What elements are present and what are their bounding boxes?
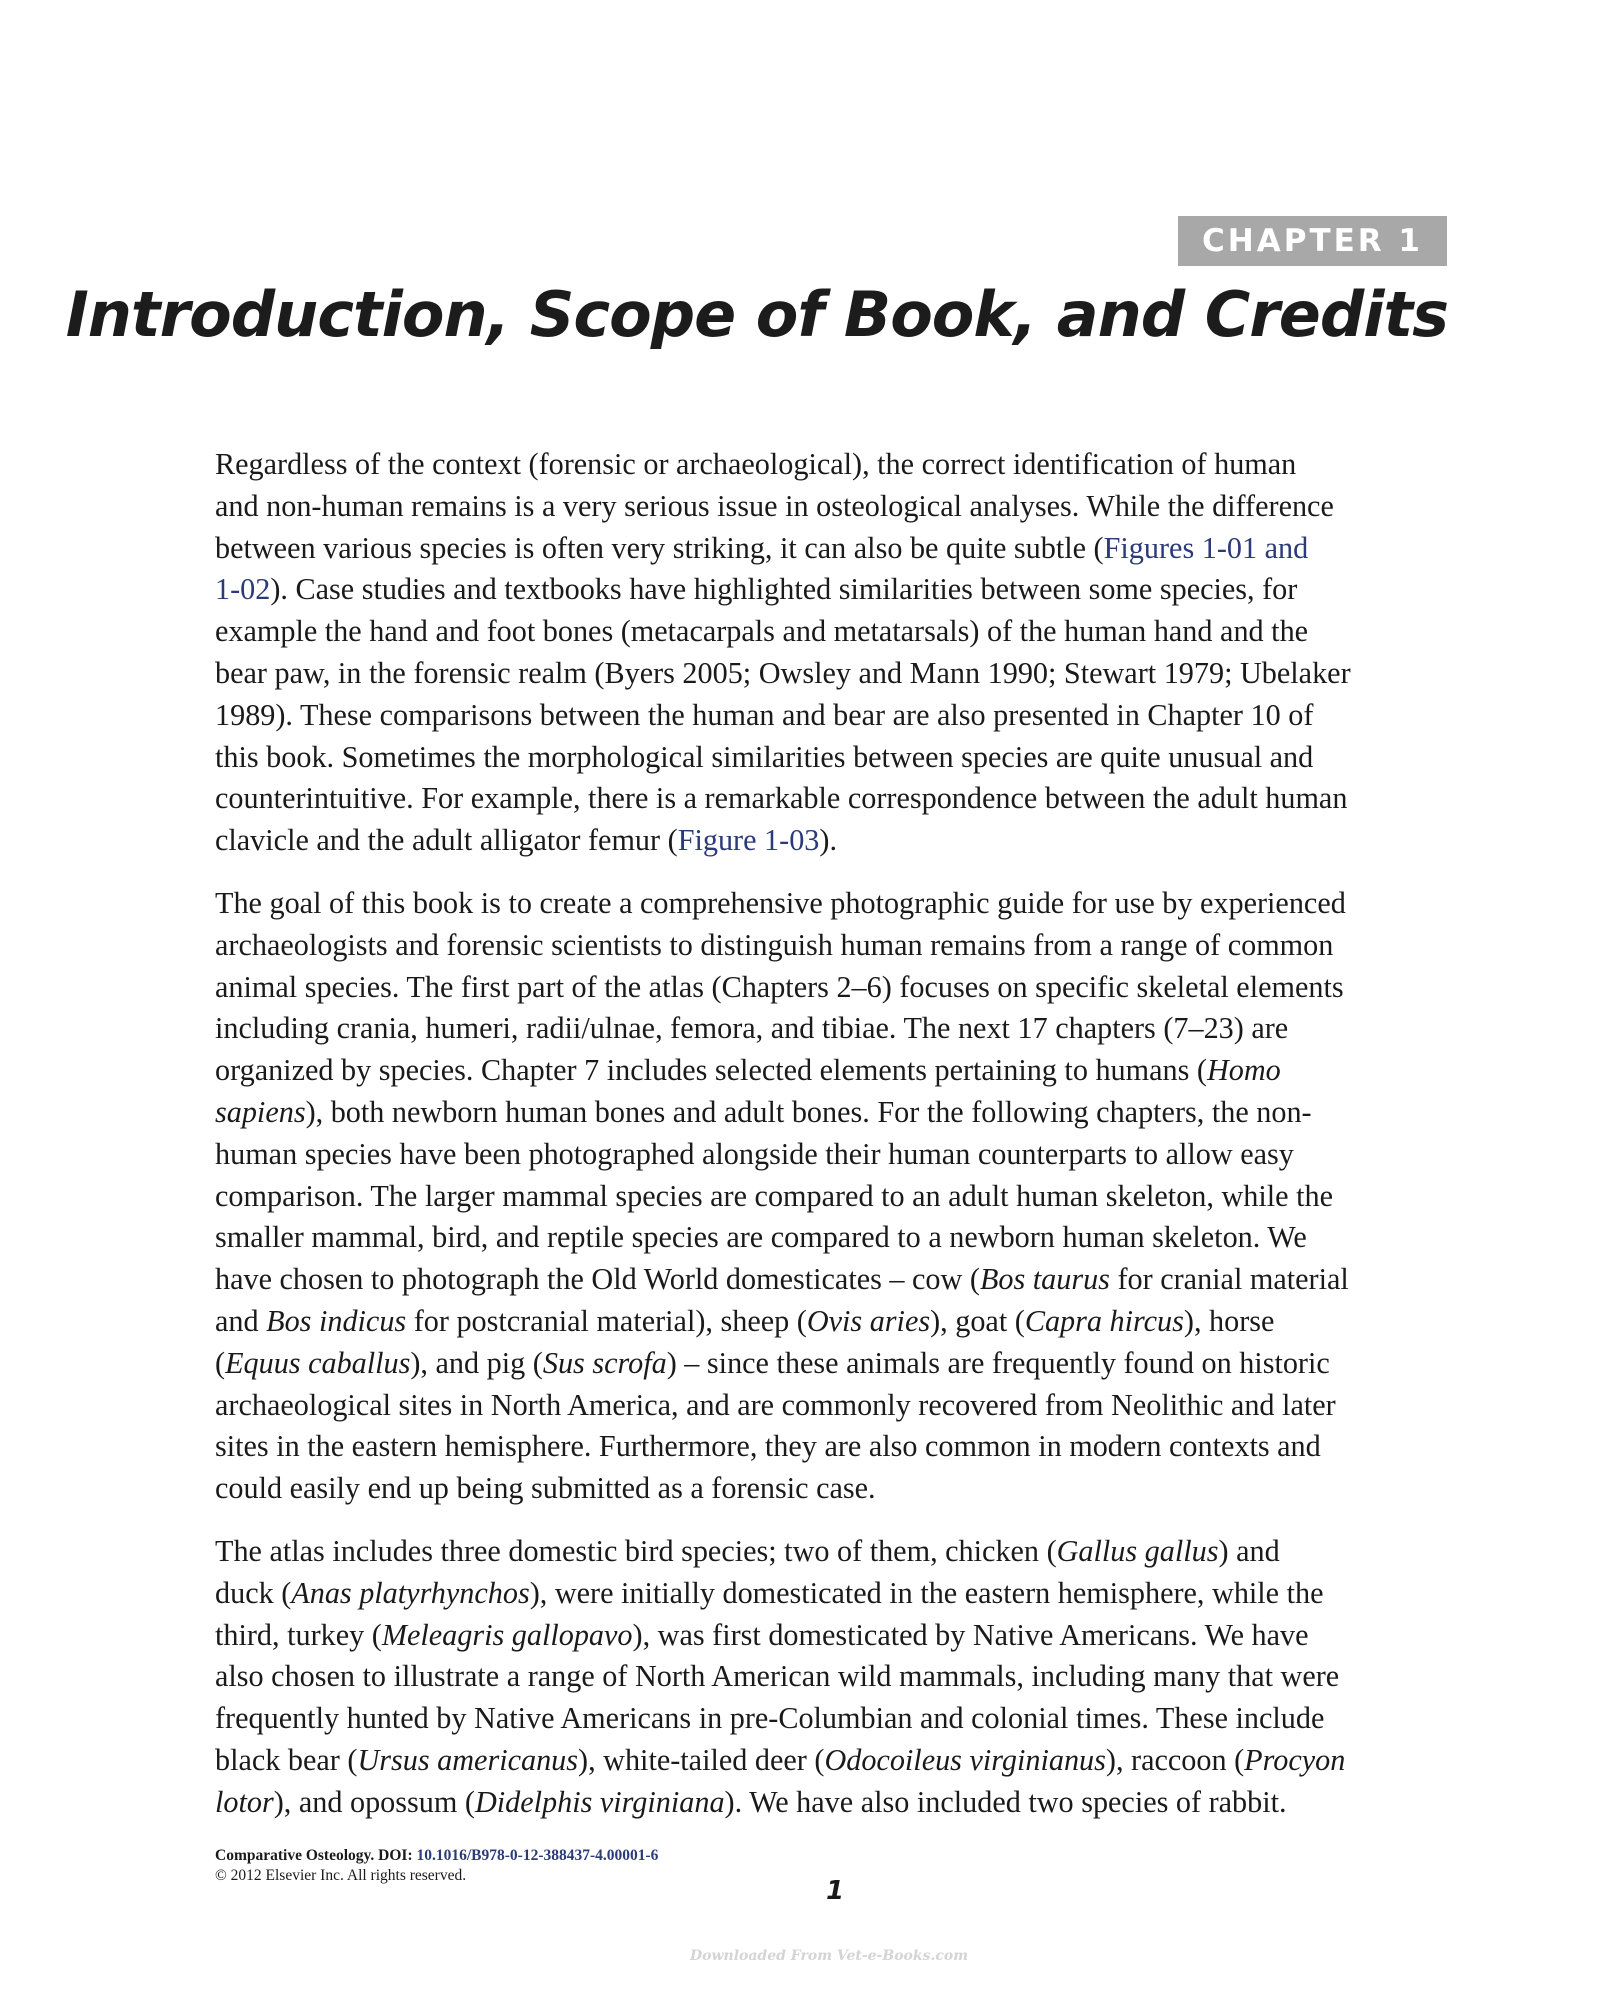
text-line — [215, 1259, 1455, 1301]
text-run: and — [215, 1303, 267, 1338]
text-run: ) – since these animals are frequently found on historic — [666, 1345, 1330, 1380]
chapter-label: CHAPTER 1 — [1178, 216, 1447, 266]
text-line: frequently hunted by Native Americans in pre-Columbian and colonial times. These include — [215, 1701, 1325, 1736]
text-line — [215, 528, 1455, 570]
text-line — [215, 1573, 1455, 1615]
doi-label: Comparative Osteology. DOI: — [215, 1847, 417, 1864]
species-name: Capra hircus — [1024, 1303, 1184, 1338]
text-line: comparison. The larger mammal species are compared to an adult human skeleton, while the — [215, 1178, 1333, 1213]
text-run: ). We have also included two species of rabbit. — [724, 1784, 1287, 1819]
text-line — [215, 1092, 1455, 1134]
text-run: ). — [819, 823, 837, 858]
text-run: for cranial material — [1109, 1262, 1349, 1297]
species-name: Equus caballus — [225, 1345, 411, 1380]
text-line: bear paw, in the forensic realm (Byers 2005; Owsley and Mann 1990; Stewart 1979; Ubelaker — [215, 655, 1351, 690]
text-line — [215, 1740, 1455, 1782]
species-name: Procyon — [1244, 1742, 1346, 1777]
species-name: Meleagris gallopavo — [381, 1617, 633, 1652]
text-run: ), and pig ( — [410, 1345, 543, 1380]
text-run: ), goat ( — [930, 1303, 1025, 1338]
paragraph-3 — [215, 1531, 1455, 1824]
text-run: ). Case studies and textbooks have highlighted similarities between some species, for — [270, 572, 1298, 607]
species-name: Anas platyrhynchos — [291, 1575, 530, 1610]
figure-link-1-01[interactable]: Figures 1-01 and — [1103, 530, 1309, 565]
text-run: between various species is often very striking, it can also be quite subtle ( — [215, 530, 1104, 565]
paragraph-1 — [215, 444, 1455, 862]
species-name: Odocoileus virginianus — [824, 1742, 1106, 1777]
text-line — [215, 1050, 1455, 1092]
text-line: including crania, humeri, radii/ulnae, femora, and tibiae. The next 17 chapters (7–23) are — [215, 1011, 1289, 1046]
text-run: black bear ( — [215, 1742, 358, 1777]
species-name: Ovis aries — [806, 1303, 931, 1338]
species-name: Bos taurus — [979, 1262, 1110, 1297]
text-run: ) and — [1218, 1533, 1280, 1568]
text-line: archaeologists and forensic scientists to distinguish human remains from a range of common — [215, 927, 1334, 962]
text-line: 1989). These comparisons between the human and bear are also presented in Chapter 10 of — [215, 697, 1314, 732]
text-run: ), horse — [1183, 1303, 1275, 1338]
text-line: animal species. The first part of the atlas (Chapters 2–6) focuses on specific skeletal elements — [215, 969, 1344, 1004]
text-line: could easily end up being submitted as a forensic case. — [215, 1471, 876, 1506]
species-name: Bos indicus — [266, 1303, 407, 1338]
species-name: Ursus americanus — [357, 1742, 579, 1777]
figure-link-1-02[interactable]: 1-02 — [215, 572, 271, 607]
species-name: Didelphis virginiana — [474, 1784, 725, 1819]
body-text — [215, 444, 1455, 1845]
species-name: sapiens — [215, 1094, 306, 1129]
text-run: for postcranial material), sheep ( — [406, 1303, 807, 1338]
text-run: ), raccoon ( — [1105, 1742, 1245, 1777]
text-line: The goal of this book is to create a comprehensive photographic guide for use by experienced — [215, 885, 1346, 920]
species-name: Homo — [1206, 1053, 1281, 1088]
text-run: ), both newborn human bones and adult bones. For the following chapters, the non- — [305, 1094, 1312, 1129]
paragraph-2 — [215, 883, 1455, 1510]
species-name: Gallus gallus — [1056, 1533, 1219, 1568]
text-run: clavicle and the adult alligator femur ( — [215, 823, 678, 858]
doi-line — [215, 1846, 658, 1866]
text-line: human species have been photographed alongside their human counterparts to allow easy — [215, 1136, 1294, 1171]
text-line — [215, 1531, 1455, 1573]
text-line: counterintuitive. For example, there is a remarkable correspondence between the adult human — [215, 781, 1348, 816]
text-run: ( — [215, 1345, 226, 1380]
species-name: Sus scrofa — [542, 1345, 667, 1380]
text-line — [215, 1343, 1455, 1385]
text-run: ), was first domesticated by Native Americans. We have — [632, 1617, 1309, 1652]
watermark: Downloaded From Vet-e-Books.com — [690, 1948, 969, 1964]
text-line — [215, 1782, 1455, 1824]
chapter-title: Introduction, Scope of Book, and Credits — [65, 278, 1448, 351]
footer-note — [215, 1846, 658, 1886]
text-run: have chosen to photograph the Old World domesticates – cow ( — [215, 1262, 980, 1297]
text-line: archaeological sites in North America, and are commonly recovered from Neolithic and later — [215, 1387, 1336, 1422]
text-run: ), white-tailed deer ( — [578, 1742, 825, 1777]
text-line — [215, 820, 1455, 862]
text-line — [215, 1301, 1455, 1343]
text-run: third, turkey ( — [215, 1617, 382, 1652]
text-line — [215, 1615, 1455, 1657]
copyright-line: © 2012 Elsevier Inc. All rights reserved. — [215, 1867, 467, 1884]
text-run: duck ( — [215, 1575, 292, 1610]
text-line: and non-human remains is a very serious issue in osteological analyses. While the difference — [215, 488, 1334, 523]
text-run: organized by species. Chapter 7 includes selected elements pertaining to humans ( — [215, 1053, 1207, 1088]
text-line: smaller mammal, bird, and reptile species are compared to a newborn human skeleton. We — [215, 1220, 1307, 1255]
text-line: this book. Sometimes the morphological similarities between species are quite unusual and — [215, 739, 1314, 774]
text-run: ), were initially domesticated in the eastern hemisphere, while the — [529, 1575, 1324, 1610]
text-line: sites in the eastern hemisphere. Furthermore, they are also common in modern contexts and — [215, 1429, 1321, 1464]
text-run: ), and opossum ( — [273, 1784, 475, 1819]
doi-link[interactable]: 10.1016/B978-0-12-388437-4.00001-6 — [416, 1847, 659, 1864]
figure-link-1-03[interactable]: Figure 1-03 — [677, 823, 820, 858]
text-line — [215, 569, 1455, 611]
text-line: Regardless of the context (forensic or archaeological), the correct identification of human — [215, 447, 1297, 481]
species-name: lotor — [215, 1784, 274, 1819]
text-line: also chosen to illustrate a range of North American wild mammals, including many that were — [215, 1659, 1340, 1694]
text-line: example the hand and foot bones (metacarpals and metatarsals) of the human hand and the — [215, 614, 1309, 649]
text-run: The atlas includes three domestic bird species; two of them, chicken ( — [215, 1533, 1057, 1568]
page-number: 1 — [826, 1876, 845, 1906]
